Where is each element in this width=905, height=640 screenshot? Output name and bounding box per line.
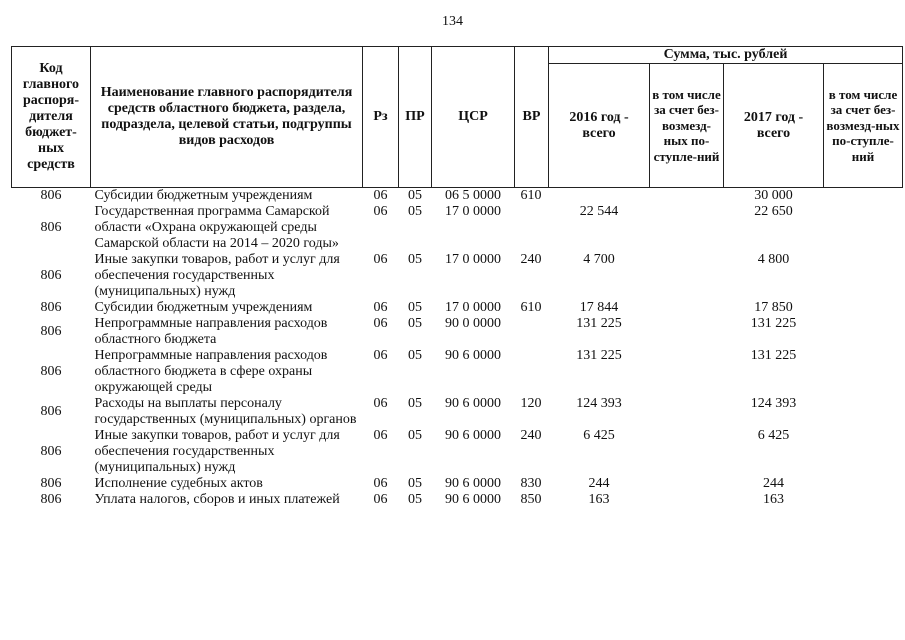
cell-name: Исполнение судебных актов <box>94 476 263 491</box>
cell-vr <box>515 204 549 252</box>
cell-rz: 06 <box>373 300 388 315</box>
header-rz: Рз <box>363 47 399 188</box>
cell-rz: 06 <box>373 188 388 203</box>
cell-2016-free <box>650 428 724 476</box>
cell-2017-free <box>824 300 903 316</box>
cell-2016-free <box>650 348 724 396</box>
cell-rz: 06 <box>373 492 388 507</box>
cell-name: Субсидии бюджетным учреждениям <box>94 300 313 315</box>
cell-2017-total: 30 000 <box>754 188 793 203</box>
cell-pr: 05 <box>408 428 422 443</box>
header-csr: ЦСР <box>432 47 515 188</box>
cell-rz: 06 <box>373 476 388 491</box>
cell-csr: 90 6 0000 <box>445 396 501 411</box>
cell-2017-total: 6 425 <box>757 428 790 443</box>
table-body <box>12 188 903 509</box>
cell-2017-free <box>824 492 903 508</box>
cell-code: 806 <box>40 444 62 459</box>
cell-2016-total: 244 <box>588 476 610 491</box>
cell-2016-total: 22 544 <box>579 204 619 219</box>
cell-vr: 120 <box>520 396 542 411</box>
cell-pr: 05 <box>408 396 422 411</box>
cell-2016-total: 131 225 <box>576 348 622 363</box>
cell-pr: 05 <box>408 476 422 491</box>
header-2017-total: 2017 год - всего <box>724 64 824 188</box>
cell-name: Государственная программа Самарской области «Охрана окружающей среды Самарской области на 2014 – 2020 годы» <box>94 204 339 251</box>
cell-csr: 90 6 0000 <box>445 476 501 491</box>
cell-code: 806 <box>40 300 62 315</box>
cell-vr <box>515 316 549 348</box>
cell-2017-total: 131 225 <box>750 348 797 363</box>
cell-rz: 06 <box>373 348 388 363</box>
cell-2016-free <box>650 204 724 252</box>
cell-csr: 90 0 0000 <box>445 316 501 331</box>
cell-pr: 05 <box>408 204 422 219</box>
table-row <box>12 204 903 252</box>
cell-csr: 17 0 0000 <box>445 300 501 315</box>
cell-name: Иные закупки товаров, работ и услуг для обеспечения государственных (муниципальных) нужд <box>94 428 340 475</box>
cell-2016-total: 163 <box>588 492 610 507</box>
cell-pr: 05 <box>408 252 422 267</box>
cell-vr: 850 <box>520 492 542 507</box>
cell-csr: 90 6 0000 <box>445 428 501 443</box>
cell-name: Субсидии бюджетным учреждениям <box>94 188 313 203</box>
table-row <box>12 300 903 316</box>
header-vr: ВР <box>515 47 549 188</box>
cell-pr: 05 <box>408 300 422 315</box>
cell-2016-total: 4 700 <box>583 252 615 267</box>
cell-2016-free <box>650 396 724 428</box>
page-number: 134 <box>442 14 463 29</box>
header-2016-free: в том числе за счет без-возмезд-ных по-ступле-ний <box>650 64 724 188</box>
cell-2016-total: 124 393 <box>576 396 622 411</box>
cell-code: 806 <box>40 404 62 419</box>
cell-vr: 240 <box>520 252 542 267</box>
cell-2017-total: 124 393 <box>750 396 797 411</box>
table-row <box>12 316 903 348</box>
cell-code: 806 <box>40 220 62 235</box>
cell-name: Непрограммные направления расходов областного бюджета <box>94 316 328 347</box>
cell-name: Уплата налогов, сборов и иных платежей <box>94 492 340 507</box>
cell-2017-total: 22 650 <box>754 204 793 219</box>
table-row <box>12 492 903 508</box>
cell-2016-total: 17 844 <box>579 300 619 315</box>
cell-2016-free <box>650 316 724 348</box>
cell-rz: 06 <box>373 252 388 267</box>
cell-code: 806 <box>40 188 62 203</box>
header-2016-total: 2016 год - всего <box>549 64 650 188</box>
cell-rz: 06 <box>373 428 388 443</box>
cell-csr: 90 6 0000 <box>445 492 501 507</box>
cell-code: 806 <box>40 492 62 507</box>
table-row <box>12 348 903 396</box>
cell-pr: 05 <box>408 316 422 331</box>
header-sum: Сумма, тыс. рублей <box>549 47 903 64</box>
cell-name: Непрограммные направления расходов областного бюджета в сфере охраны окружающей среды <box>94 348 328 395</box>
cell-2016-free <box>650 476 724 492</box>
header-pr: ПР <box>399 47 432 188</box>
cell-2016-free <box>650 188 724 205</box>
header-code: Код главного распоря-дителя бюджет-ных средств <box>12 47 91 188</box>
table-row <box>12 428 903 476</box>
cell-code: 806 <box>40 324 62 339</box>
cell-vr <box>515 348 549 396</box>
cell-2017-free <box>824 396 903 428</box>
cell-code: 806 <box>40 268 62 283</box>
cell-vr: 240 <box>520 428 542 443</box>
header-name: Наименование главного распорядителя средств областного бюджета, раздела, подраздела, целевой статьи, подгруппы видов расходов <box>91 47 363 188</box>
cell-2017-total: 17 850 <box>754 300 793 315</box>
cell-pr: 05 <box>408 188 422 203</box>
cell-2017-total: 131 225 <box>750 316 797 331</box>
cell-2016-total <box>549 188 650 205</box>
cell-2017-total: 4 800 <box>757 252 790 267</box>
table-row <box>12 188 903 205</box>
table-row <box>12 252 903 300</box>
cell-2016-total: 131 225 <box>576 316 622 331</box>
cell-2017-total: 163 <box>763 492 784 507</box>
cell-csr: 17 0 0000 <box>445 204 501 219</box>
cell-pr: 05 <box>408 348 422 363</box>
cell-2016-free <box>650 492 724 508</box>
cell-2017-free <box>824 204 903 252</box>
cell-2017-free <box>824 252 903 300</box>
cell-name: Иные закупки товаров, работ и услуг для обеспечения государственных (муниципальных) нужд <box>94 252 340 299</box>
cell-2017-free <box>824 348 903 396</box>
cell-2017-total: 244 <box>763 476 784 491</box>
cell-2016-free <box>650 300 724 316</box>
cell-csr: 17 0 0000 <box>445 252 501 267</box>
cell-2016-total: 6 425 <box>583 428 615 443</box>
cell-csr: 90 6 0000 <box>445 348 501 363</box>
cell-2017-free <box>824 316 903 348</box>
cell-2016-free <box>650 252 724 300</box>
budget-table <box>11 46 903 508</box>
cell-2017-free <box>824 476 903 492</box>
table-row <box>12 476 903 492</box>
cell-code: 806 <box>40 476 62 491</box>
cell-csr: 06 5 0000 <box>445 188 501 203</box>
cell-2017-free <box>824 188 903 205</box>
cell-2017-free <box>824 428 903 476</box>
cell-rz: 06 <box>373 204 388 219</box>
cell-vr: 610 <box>520 300 542 315</box>
cell-rz: 06 <box>373 316 388 331</box>
cell-code: 806 <box>40 364 62 379</box>
table-row <box>12 396 903 428</box>
header-2017-free: в том числе за счет без-возмезд-ных по-ступле-ний <box>824 64 903 188</box>
cell-vr: 830 <box>520 476 542 491</box>
table-header <box>12 47 903 188</box>
cell-name: Расходы на выплаты персоналу государственных (муниципальных) органов <box>94 396 357 427</box>
cell-vr: 610 <box>520 188 542 203</box>
cell-pr: 05 <box>408 492 422 507</box>
cell-rz: 06 <box>373 396 388 411</box>
